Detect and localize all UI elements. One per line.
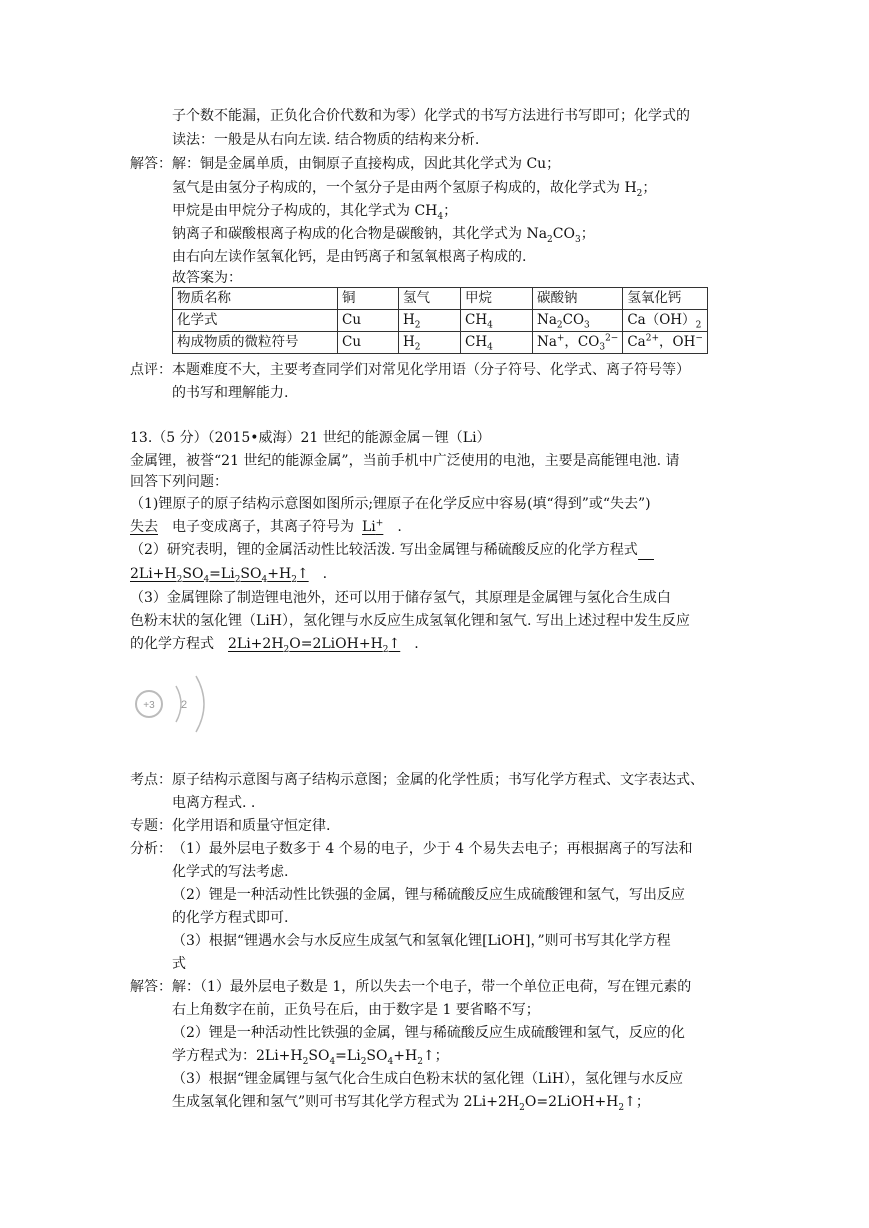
kaodian-label: 考点：	[130, 772, 172, 788]
table-cell: 氢氧化钙	[623, 288, 708, 310]
table-cell: 甲烷	[461, 288, 533, 310]
text-line: 钠离子和碳酸根离子构成的化合物是碳酸钠，其化学式为 $Na_2CO_3$；	[172, 226, 595, 245]
answer-table	[172, 287, 708, 354]
table-cell: 构成物质的微粒符号	[173, 332, 338, 354]
text-line: 学方程式为：$2Li+H_2SO_4=Li_2SO_4+H_2↑$；	[172, 1048, 449, 1067]
nucleus-charge: +3	[143, 700, 155, 711]
table-row	[173, 288, 708, 310]
table-cell: Na+，$CO_3^{2-}$	[533, 332, 623, 354]
atom-structure-diagram	[128, 668, 218, 738]
text-line: 本题难度不大，主要考查同学们对常见化学用语（分子符号、化学式、离子符号等）	[172, 362, 690, 378]
table-cell: Cu	[338, 332, 399, 354]
answer-fill: $2Li+H_2SO_4=Li_2SO_4+H_2↑$ .	[130, 566, 328, 585]
text-line: 原子结构示意图与离子结构示意图；金属的化学性质；书写化学方程式、文字表达式、	[172, 772, 704, 788]
answer-fill: Li+	[362, 518, 384, 535]
table-cell: $H_2$	[399, 332, 461, 354]
text-line: 金属锂，被誉“21 世纪的能源金属”，当前手机中广泛使用的电池，主要是高能锂电池. 请	[130, 453, 680, 469]
fenxi-label: 分析：	[130, 841, 172, 857]
answer-fill: 失去	[130, 519, 158, 535]
table-cell: $Na_2CO_3$	[533, 310, 623, 332]
text-line: （3）根据“锂金属锂与氢气化合生成白色粉末状的氢化锂（LiH），氢化锂与水反应	[172, 1071, 684, 1087]
table-cell: $H_2$	[399, 310, 461, 332]
text-line: 的化学方程式即可.	[172, 910, 289, 926]
comment-label: 点评：	[130, 362, 172, 378]
text-line: （3）根据“锂遇水会与水反应生成氢气和氢氧化锂[LiOH]，”则可书写其化学方程	[172, 933, 671, 949]
text-line: （3）金属锂除了制造锂电池外，还可以用于储存氢气，其原理是金属锂与氢化合生成白	[130, 590, 671, 606]
text-line: （1）最外层电子数多于 4 个易的电子，少于 4 个易失去电子；再根据离子的写法和	[172, 841, 693, 857]
question-title: 13.（5 分）（2015•威海）21 世纪的能源金属－锂（Li）	[130, 430, 491, 446]
text-line: （2）研究表明，锂的金属活动性比较活泼. 写出金属锂与稀硫酸反应的化学方程式	[130, 540, 654, 560]
text-line: 子个数不能漏，正负化合价代数和为零）化学式的书写方法进行书写即可；化学式的	[172, 108, 690, 124]
table-cell: 物质名称	[173, 288, 338, 310]
text-line: （2）锂是一种活动性比铁强的金属，锂与稀硫酸反应生成硫酸锂和氢气，写出反应	[172, 887, 685, 903]
text-line: （2）锂是一种活动性比铁强的金属，锂与稀硫酸反应生成硫酸锂和氢气，反应的化	[172, 1025, 685, 1041]
text-line: 化学式的写法考虑.	[172, 864, 289, 880]
text-line: 色粉末状的氢化锂（LiH），氢化锂与水反应生成氢氧化锂和氢气. 写出上述过程中发生反应	[130, 613, 690, 629]
table-cell: $CH_4$	[461, 332, 533, 354]
text-line: 氢气是由氢分子构成的，一个氢分子是由两个氢原子构成的，故化学式为 $H_2$；	[172, 180, 657, 199]
text-line: 电离方程式. .	[172, 795, 256, 811]
table-cell: $Ca^{2+}$，OH−	[623, 332, 708, 354]
table-cell: 氢气	[399, 288, 461, 310]
text-line: 式	[172, 956, 186, 972]
text-line: 故答案为：	[172, 270, 242, 286]
text-line: 右上角数字在前，正负号在后，由于数字是 1 要省略不写；	[172, 1002, 540, 1018]
text-line: 回答下列问题：	[130, 474, 228, 490]
table-cell: 铜	[338, 288, 399, 310]
answer-label: 解答：	[130, 156, 172, 172]
text-line: 的化学方程式 $2Li+2H_2O=2LiOH+H_2↑$ .	[130, 636, 419, 655]
text-line: 甲烷是由甲烷分子构成的，其化学式为 $CH_4$；	[172, 203, 458, 222]
text-line: （1)锂原子的原子结构示意图如图所示;锂原子在化学反应中容易(填“得到”或“失去”)	[130, 496, 651, 512]
electron-shell	[196, 676, 204, 732]
table-row	[173, 332, 708, 354]
shell-electron-count: 2	[180, 699, 188, 711]
text-line: 失去 电子变成离子，其离子符号为 Li+ .	[130, 518, 402, 535]
table-cell: $Ca(OH)_2$	[623, 310, 708, 332]
text-line: 由右向左读作氢氧化钙，是由钙离子和氢氧根离子构成的.	[172, 249, 527, 265]
text-line: 生成氢氧化锂和氢气”则可书写其化学方程式为 $2Li+2H_2O=2LiOH+H_2↑$；	[172, 1094, 650, 1113]
text-line: 化学用语和质量守恒定律.	[172, 818, 331, 834]
text-line: 解：铜是金属单质，由铜原子直接构成，因此其化学式为 Cu；	[172, 156, 561, 172]
table-row	[173, 310, 708, 332]
text-line: 的书写和理解能力.	[172, 385, 289, 401]
table-cell: 化学式	[173, 310, 338, 332]
table-cell: Cu	[338, 310, 399, 332]
table-cell: 碳酸钠	[533, 288, 623, 310]
text-line: 解：（1）最外层电子数是 1，所以失去一个电子，带一个单位正电荷，写在锂元素的	[172, 979, 692, 995]
text-line: 读法：一般是从右向左读. 结合物质的结构来分析.	[172, 132, 480, 148]
table-cell: $CH_4$	[461, 310, 533, 332]
jieda-label: 解答：	[130, 979, 172, 995]
zhuanti-label: 专题：	[130, 818, 172, 834]
